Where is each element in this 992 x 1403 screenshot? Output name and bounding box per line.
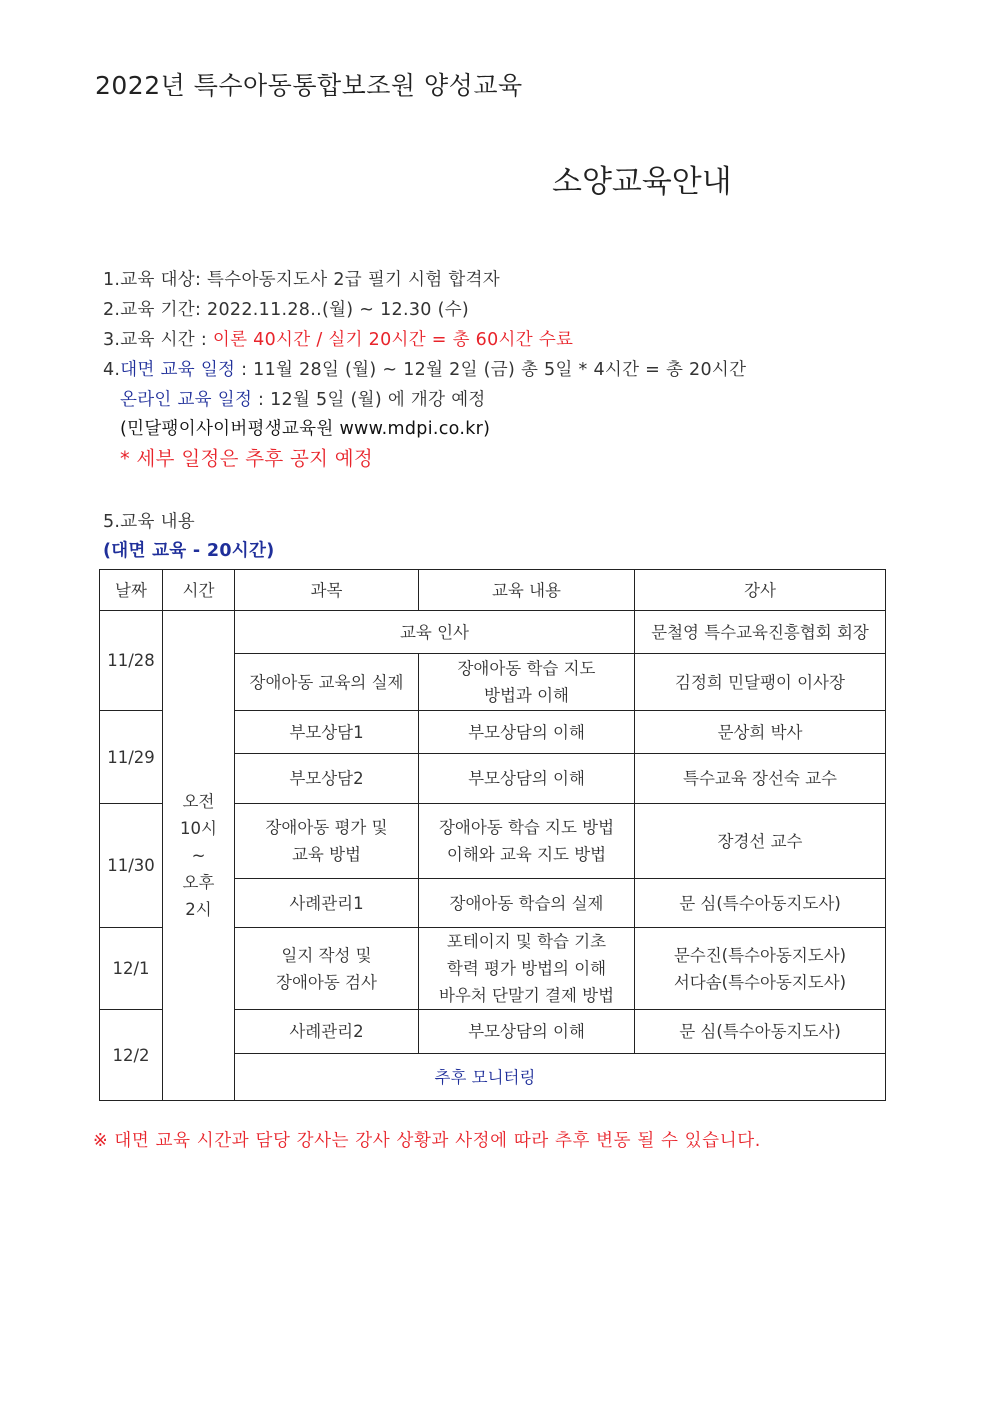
content-cell [419,654,635,711]
subject-cell: 부모상담1 [235,711,419,754]
header-content: 교육 내용 [419,570,635,611]
date-cell: 12/2 [100,1010,163,1101]
instructor-line: 문수진(특수아동지도사) [673,945,847,965]
date-cell: 11/28 [100,611,163,711]
info-online-site: (민달팽이사이버평생교육원 www.mdpi.co.kr) [120,419,491,439]
info-online-label: 온라인 교육 일정 [120,390,253,410]
time-line: 2시 [185,900,212,919]
instructor-cell [635,928,886,1010]
subject-cell [235,804,419,879]
document-subtitle: 소양교육안내 [552,164,732,200]
time-line: ~ [191,846,206,865]
info-period: 2.교육 기간: 2022.11.28..(월) ~ 12.30 (수) [103,300,470,320]
header-date: 날짜 [100,570,163,611]
content-cell: 장애아동 학습의 실제 [419,879,635,928]
footer-note: ※ 대면 교육 시간과 담당 강사는 강사 상황과 사정에 따라 추후 변동 될 수 있습니다. [93,1131,761,1151]
table-row [100,611,886,654]
monitoring-label: 추후 모니터링 [434,1067,536,1087]
content-cell: 부모상담의 이해 [419,754,635,804]
table-header-row [100,570,886,611]
instructor-cell: 장경선 교수 [635,804,886,879]
content-cell: 부모상담의 이해 [419,711,635,754]
greeting-content: 교육 인사 [235,611,635,654]
content-cell: 부모상담의 이해 [419,1010,635,1054]
content-line: 바우처 단말기 결제 방법 [438,986,615,1005]
info-time-prefix: 3.교육 시간 : [103,330,213,350]
info-time [103,326,573,351]
content-heading: 5.교육 내용 [103,512,195,532]
content-line: 장애아동 학습 지도 [457,659,596,678]
subject-line: 장애아동 평가 및 [265,818,388,837]
date-cell: 11/29 [100,711,163,804]
greeting-instructor: 문철영 특수교육진흥협회 회장 [635,611,886,654]
time-line: 10시 [180,819,217,838]
info-notice: * 세부 일정은 추후 공지 예정 [120,447,374,470]
subject-cell: 사례관리1 [235,879,419,928]
date-cell: 12/1 [100,928,163,1010]
subject-cell: 장애아동 교육의 실제 [235,654,419,711]
date-cell: 11/30 [100,804,163,928]
instructor-line: 서다솜(특수아동지도사) [673,972,847,992]
instructor-cell: 문상희 박사 [635,711,886,754]
monitoring-cell [235,1054,886,1101]
content-line: 이해와 교육 지도 방법 [446,845,607,864]
schedule-table [99,569,886,1101]
subject-cell: 부모상담2 [235,754,419,804]
time-line: 오전 [182,792,215,811]
offline-heading: (대면 교육 - 20시간) [103,541,275,561]
time-line: 오후 [182,873,215,892]
info-online [120,386,486,411]
subject-cell [235,928,419,1010]
subject-line: 장애아동 검사 [276,972,377,992]
info-time-value: 이론 40시간 / 실기 20시간 = 총 60시간 수료 [212,330,574,350]
content-line: 학력 평가 방법의 이해 [446,959,607,978]
info-schedule [103,356,746,381]
header-time: 시간 [163,570,235,611]
header-subject: 과목 [235,570,419,611]
time-cell [163,611,235,1101]
content-line: 포테이지 및 학습 기초 [446,932,607,951]
info-schedule-label: 대면 교육 일정 [120,360,236,380]
content-cell [419,928,635,1010]
info-schedule-value: : 11월 28일 (월) ~ 12월 2일 (금) 총 5일 * 4시간 = 총 20시간 [235,360,747,380]
instructor-cell: 문 심(특수아동지도사) [635,879,886,928]
content-cell [419,804,635,879]
document-title: 2022년 특수아동통합보조원 양성교육 [95,71,523,100]
content-line: 방법과 이해 [484,686,569,705]
subject-line: 교육 방법 [291,845,361,864]
subject-line: 일지 작성 및 [281,945,372,965]
subject-cell: 사례관리2 [235,1010,419,1054]
info-online-value: : 12월 5일 (월) 에 개강 예정 [252,390,486,410]
instructor-cell: 특수교육 장선숙 교수 [635,754,886,804]
instructor-cell: 문 심(특수아동지도사) [635,1010,886,1054]
info-schedule-prefix: 4. [103,360,121,380]
header-instructor: 강사 [635,570,886,611]
instructor-cell: 김정희 민달팽이 이사장 [635,654,886,711]
content-line: 장애아동 학습 지도 방법 [438,818,615,837]
info-target: 1.교육 대상: 특수아동지도사 2급 필기 시험 합격자 [103,270,500,290]
